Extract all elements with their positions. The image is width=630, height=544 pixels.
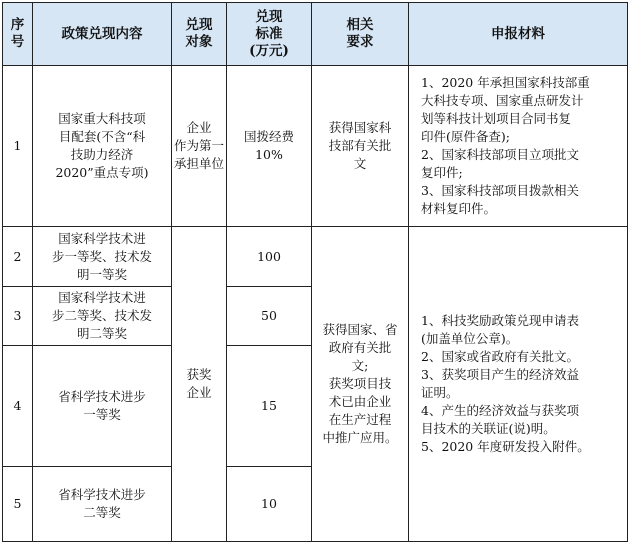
row1-materials-line7: 3、国家科技部项目拨款相关 xyxy=(421,183,579,198)
grid-line-header-bottom xyxy=(2,65,628,66)
row3-content-line1: 国家科学技术进 xyxy=(58,290,146,305)
group-materials-line8: 5、2020 年度研发投入附件。 xyxy=(421,439,590,454)
row1-materials-line3: 划等科技计划项目合同书复 xyxy=(421,111,572,126)
row1-standard-line1: 国拨经费 xyxy=(243,129,294,144)
grid-line-top xyxy=(2,2,628,3)
row4-standard xyxy=(227,346,311,466)
row1-target-line2: 作为第一 xyxy=(173,138,224,153)
row3-standard-value: 50 xyxy=(261,308,277,323)
header-seq xyxy=(3,3,32,65)
row2-standard-value: 100 xyxy=(257,248,281,264)
grid-line-left xyxy=(2,2,3,542)
grid-line-col5 xyxy=(408,2,409,542)
row1-seq-value: 1 xyxy=(13,138,22,153)
row2-content-line1: 国家科学技术进 xyxy=(58,230,146,246)
group-target-line2: 企业 xyxy=(186,385,212,400)
group-target-line1: 获奖 xyxy=(186,367,212,382)
row3-content-line3: 明二等奖 xyxy=(76,326,127,341)
grid-line-row1-bottom xyxy=(2,226,628,227)
group-materials-line1: 1、科技奖励政策兑现申请表 xyxy=(421,313,579,328)
header-target-line2: 对象 xyxy=(185,34,213,50)
row1-target-line1: 企业 xyxy=(186,120,212,135)
row3-content-line2: 步二等奖、技术发 xyxy=(51,308,152,323)
row1-materials-line2: 大科技专项、国家重点研发计 xyxy=(421,93,584,108)
header-requirement xyxy=(312,3,408,65)
grid-line-col3 xyxy=(226,2,227,542)
row1-materials-line1: 1、2020 年承担国家科技部重 xyxy=(421,75,590,90)
grid-line-col1 xyxy=(32,2,33,542)
row2-seq-value: 2 xyxy=(13,248,22,264)
group-requirement-line4: 获奖项目技 xyxy=(328,376,392,391)
row5-content xyxy=(33,467,171,541)
row2-seq xyxy=(3,227,32,286)
header-target xyxy=(172,3,226,65)
grid-line-col4 xyxy=(311,2,312,542)
row1-requirement-line3: 文 xyxy=(353,156,367,171)
row1-target xyxy=(172,66,226,226)
group-requirement-line3: 文; xyxy=(351,358,369,373)
row4-content-line1: 省科学技术进步 xyxy=(58,389,146,404)
row1-target-line3: 承担单位 xyxy=(173,156,224,171)
row1-content xyxy=(33,66,171,226)
header-requirement-line1: 相关 xyxy=(346,17,374,33)
grid-line-row3-bottom-a xyxy=(2,345,172,346)
header-standard-line2: 标准 xyxy=(255,25,283,42)
row1-seq xyxy=(3,66,32,226)
row1-materials xyxy=(409,66,627,226)
row4-seq xyxy=(3,346,32,466)
grid-line-col2 xyxy=(171,2,172,542)
row1-materials-line8: 材料复印件。 xyxy=(421,201,497,216)
grid-line-row4-bottom-b xyxy=(226,466,312,467)
header-seq-line1: 序 xyxy=(10,17,25,33)
group-requirement-line2: 政府有关批 xyxy=(328,340,392,355)
row4-standard-value: 15 xyxy=(261,398,277,413)
group-materials-line6: 4、产生的经济效益与获奖项 xyxy=(421,403,579,418)
grid-line-row2-bottom-a xyxy=(2,286,172,287)
row5-standard-value: 10 xyxy=(261,496,277,511)
grid-line-right xyxy=(627,2,628,542)
group-requirement-line5: 术已由企业 xyxy=(328,394,392,409)
row3-seq xyxy=(3,287,32,345)
group-requirement-line7: 中推广应用。 xyxy=(322,430,398,445)
row1-content-line1: 国家重大科技项 xyxy=(58,111,146,126)
group-materials xyxy=(409,227,627,541)
header-target-line1: 兑现 xyxy=(185,17,213,33)
header-materials-label: 申报材料 xyxy=(491,25,545,42)
header-standard-line3: (万元) xyxy=(249,42,289,59)
header-materials xyxy=(409,3,627,65)
grid-line-bottom xyxy=(2,541,628,542)
row5-standard xyxy=(227,467,311,541)
row1-content-line2: 目配套(不含“科 xyxy=(58,129,146,144)
group-requirement-line6: 在生产过程 xyxy=(328,412,392,427)
header-content xyxy=(33,3,171,65)
row4-seq-value: 4 xyxy=(13,398,22,413)
row5-content-line2: 二等奖 xyxy=(83,505,121,520)
grid-line-row2-bottom-b xyxy=(226,286,312,287)
row1-standard-line2: 10% xyxy=(255,147,283,162)
row1-requirement-line1: 获得国家科 xyxy=(328,120,392,135)
header-standard-line1: 兑现 xyxy=(255,8,283,25)
row1-content-line4: 2020”重点专项) xyxy=(55,165,149,180)
group-materials-line5: 证明。 xyxy=(421,385,459,400)
row1-requirement-line2: 技部有关批 xyxy=(328,138,392,153)
header-content-label: 政策兑现内容 xyxy=(61,25,143,42)
group-requirement xyxy=(312,227,408,541)
row1-content-line3: 技助力经济 xyxy=(70,147,134,162)
group-requirement-line1: 获得国家、省 xyxy=(322,322,398,337)
group-materials-line2: (加盖单位公章)。 xyxy=(421,331,519,346)
row4-content-line2: 一等奖 xyxy=(83,407,121,422)
row1-requirement xyxy=(312,66,408,226)
row5-seq-value: 5 xyxy=(13,496,22,511)
row1-materials-line5: 2、国家科技部项目立项批文 xyxy=(421,147,579,162)
row5-seq xyxy=(3,467,32,541)
row3-standard xyxy=(227,287,311,345)
header-seq-line2: 号 xyxy=(10,34,25,50)
grid-line-row3-bottom-b xyxy=(226,345,312,346)
group-materials-line3: 2、国家或省政府有关批文。 xyxy=(421,349,579,364)
row5-content-line1: 省科学技术进步 xyxy=(58,487,146,502)
header-requirement-line2: 要求 xyxy=(346,34,374,50)
row2-content-line3: 明一等奖 xyxy=(76,266,127,282)
row2-standard xyxy=(227,227,311,286)
row3-content xyxy=(33,287,171,345)
group-target xyxy=(172,227,226,541)
row2-content-line2: 步一等奖、技术发 xyxy=(51,248,152,264)
row2-content xyxy=(33,227,171,286)
header-standard xyxy=(227,3,311,65)
row1-standard xyxy=(227,66,311,226)
row3-seq-value: 3 xyxy=(13,308,22,323)
group-materials-line7: 目技术的关联证(说)明。 xyxy=(421,421,556,436)
grid-line-row4-bottom-a xyxy=(2,466,172,467)
row1-materials-line6: 复印件; xyxy=(421,165,463,180)
group-materials-line4: 3、获奖项目产生的经济效益 xyxy=(421,367,579,382)
row4-content xyxy=(33,346,171,466)
row1-materials-line4: 印件(原件备查); xyxy=(421,129,510,144)
